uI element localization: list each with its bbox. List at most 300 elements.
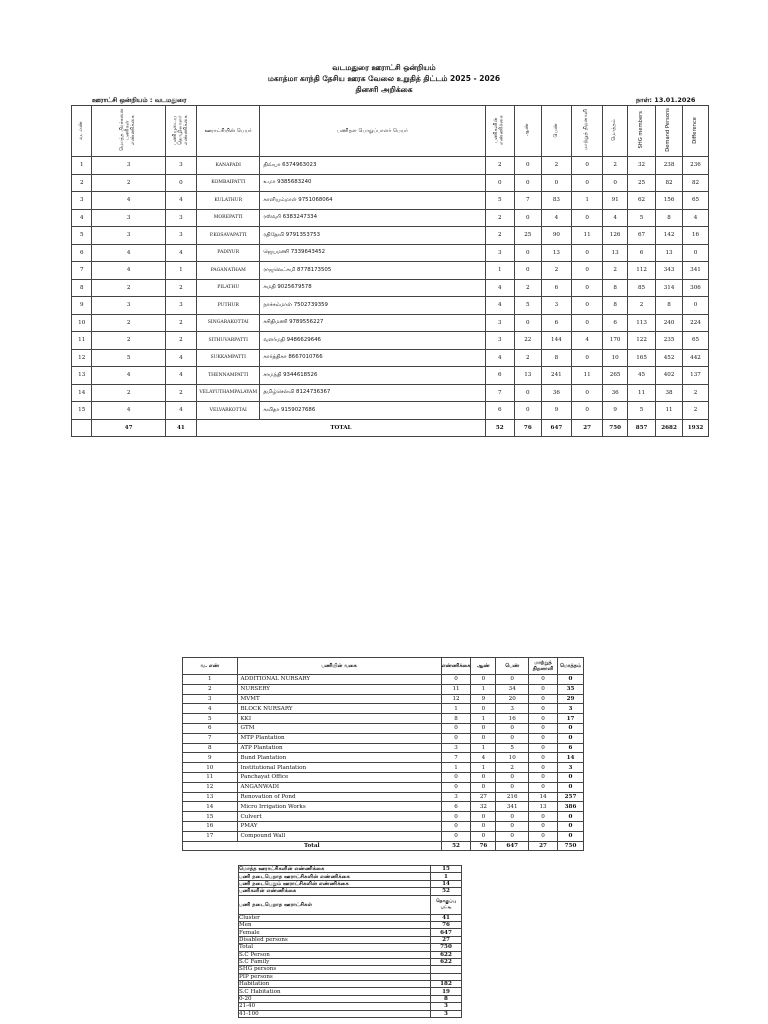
daily-cell-village: SUKKAMPATTI xyxy=(197,349,260,367)
daily-table-row xyxy=(72,279,709,297)
summary-row xyxy=(239,973,462,980)
category-cell-sno: 14 xyxy=(183,802,238,812)
daily-cell-works: 0 xyxy=(485,174,514,192)
daily-cell-difference: 0 xyxy=(683,244,709,262)
daily-cell-worker: ரஸ்வரி 6383247334 xyxy=(260,209,485,227)
category-cell-count: 6 xyxy=(441,802,471,812)
daily-cell-difference: 2 xyxy=(683,384,709,402)
category-cell-da: 0 xyxy=(529,733,558,743)
category-cell-count: 0 xyxy=(441,831,471,841)
category-cell-count: 0 xyxy=(441,723,471,733)
daily-cell-sno: 13 xyxy=(72,367,92,385)
daily-table-row xyxy=(72,262,709,280)
daily-total-label: TOTAL xyxy=(197,419,486,436)
daily-total-empty xyxy=(72,419,92,436)
daily-cell-worker: சாமந்தி 9344618526 xyxy=(260,367,485,385)
summary-header-row xyxy=(239,895,462,914)
daily-cell-diff_abled: 0 xyxy=(571,314,602,332)
daily-cell-shg: 62 xyxy=(628,192,656,210)
daily-col-header-label: மொத்த பிரச்சனை பணிகள் எண்ணிக்கை xyxy=(119,108,137,152)
category-cell-da: 0 xyxy=(529,812,558,822)
daily-cell-c1: 4 xyxy=(92,244,165,262)
daily-col-header-label: Difference xyxy=(691,116,698,144)
category-col-header: வ. எண் xyxy=(183,658,238,675)
category-cell-women: 216 xyxy=(496,792,529,802)
daily-cell-men: 2 xyxy=(514,279,541,297)
daily-cell-diff_abled: 4 xyxy=(571,332,602,350)
category-cell-men: 0 xyxy=(471,782,496,792)
report-office-title: வடமதுரை ஊராட்சி ஒன்றியம் xyxy=(332,63,436,72)
category-cell-da: 0 xyxy=(529,772,558,782)
category-col-header: பெண் xyxy=(496,658,529,675)
daily-cell-c2: 3 xyxy=(165,157,196,175)
category-cell-men: 0 xyxy=(471,831,496,841)
daily-cell-total: 0 xyxy=(603,174,628,192)
daily-cell-difference: 65 xyxy=(683,332,709,350)
daily-col-header-label: மொத்தம் xyxy=(611,119,618,141)
summary-label: 41-100 xyxy=(239,1010,431,1017)
summary-value: 3 xyxy=(431,1003,462,1010)
daily-cell-demand: 13 xyxy=(656,244,683,262)
summary-row xyxy=(239,914,462,921)
category-cell-count: 0 xyxy=(441,812,471,822)
daily-cell-women: 3 xyxy=(541,297,571,315)
daily-cell-men: 2 xyxy=(514,349,541,367)
work-category-table xyxy=(182,657,584,851)
category-cell-count: 0 xyxy=(441,772,471,782)
daily-cell-men: 7 xyxy=(514,192,541,210)
daily-cell-c2: 2 xyxy=(165,314,196,332)
category-total-total: 750 xyxy=(558,841,584,851)
daily-cell-men: 25 xyxy=(514,227,541,245)
daily-cell-total: 36 xyxy=(603,384,628,402)
daily-cell-total: 2 xyxy=(603,157,628,175)
daily-col-header xyxy=(165,106,196,157)
daily-col-header-label: பணிதள பொறுப்பாளர் பெயர் xyxy=(337,128,408,134)
category-table-row xyxy=(183,733,584,743)
category-cell-women: 0 xyxy=(496,782,529,792)
category-table-row xyxy=(183,802,584,812)
daily-total-works: 52 xyxy=(485,419,514,436)
category-cell-cat: BLOCK NURSARY xyxy=(237,704,441,714)
daily-cell-village: PADIYUR xyxy=(197,244,260,262)
daily-col-header-label: பணியுடைய தொழிலாளர் எண்ணிக்கை xyxy=(171,115,189,145)
category-cell-women: 10 xyxy=(496,753,529,763)
daily-cell-diff_abled: 0 xyxy=(571,244,602,262)
category-cell-total: 0 xyxy=(558,812,584,822)
category-cell-men: 1 xyxy=(471,743,496,753)
daily-cell-village: PUTHUR xyxy=(197,297,260,315)
category-table-row xyxy=(183,675,584,685)
daily-cell-difference: 137 xyxy=(683,367,709,385)
daily-col-header xyxy=(197,106,260,157)
category-cell-cat: ANGANWADI xyxy=(237,782,441,792)
daily-cell-women: 9 xyxy=(541,402,571,420)
daily-cell-women: 83 xyxy=(541,192,571,210)
daily-table-row xyxy=(72,349,709,367)
summary-label: SHG persons xyxy=(239,966,431,973)
category-col-header: எண்ணிக்கை xyxy=(441,658,471,675)
daily-cell-c1: 5 xyxy=(92,349,165,367)
category-cell-total: 6 xyxy=(558,743,584,753)
category-total-men: 76 xyxy=(471,841,496,851)
category-cell-sno: 4 xyxy=(183,704,238,714)
daily-cell-sno: 8 xyxy=(72,279,92,297)
summary-top-row xyxy=(239,866,462,873)
category-cell-cat: Panchayat Office xyxy=(237,772,441,782)
daily-total-demand: 2682 xyxy=(656,419,683,436)
daily-table-row xyxy=(72,227,709,245)
daily-cell-sno: 2 xyxy=(72,174,92,192)
category-cell-women: 0 xyxy=(496,772,529,782)
summary-header-value: தொகுப்பு பட்டி xyxy=(431,895,462,914)
daily-cell-diff_abled: 0 xyxy=(571,349,602,367)
daily-col-header-label: பணிகளின் எண்ணிக்கை xyxy=(493,115,505,145)
category-cell-women: 34 xyxy=(496,684,529,694)
daily-cell-c1: 4 xyxy=(92,192,165,210)
category-cell-total: 0 xyxy=(558,733,584,743)
category-cell-total: 17 xyxy=(558,714,584,724)
daily-cell-difference: 341 xyxy=(683,262,709,280)
category-cell-da: 0 xyxy=(529,704,558,714)
category-cell-cat: Micro Irrigation Works xyxy=(237,802,441,812)
daily-cell-c2: 4 xyxy=(165,402,196,420)
category-cell-total: 3 xyxy=(558,704,584,714)
daily-table-row xyxy=(72,367,709,385)
daily-cell-difference: 442 xyxy=(683,349,709,367)
category-cell-da: 0 xyxy=(529,753,558,763)
daily-cell-total: 13 xyxy=(603,244,628,262)
summary-value: 622 xyxy=(431,951,462,958)
category-cell-men: 0 xyxy=(471,723,496,733)
daily-cell-total: 10 xyxy=(603,349,628,367)
category-cell-total: 29 xyxy=(558,694,584,704)
daily-cell-village: SINGARAKOTTAI xyxy=(197,314,260,332)
category-cell-men: 1 xyxy=(471,714,496,724)
summary-value: 182 xyxy=(431,981,462,988)
daily-cell-shg: 6 xyxy=(628,244,656,262)
summary-value: 41 xyxy=(431,914,462,921)
daily-cell-worker: திவ்யா 6374963023 xyxy=(260,157,485,175)
daily-cell-diff_abled: 0 xyxy=(571,279,602,297)
category-cell-cat: NURSERY xyxy=(237,684,441,694)
daily-cell-shg: 5 xyxy=(628,402,656,420)
daily-total-row xyxy=(72,419,709,436)
daily-table-row xyxy=(72,314,709,332)
daily-col-header-label: Demand Persons xyxy=(665,108,672,152)
daily-cell-c2: 2 xyxy=(165,332,196,350)
category-cell-total: 0 xyxy=(558,782,584,792)
summary-value: 622 xyxy=(431,958,462,965)
daily-cell-village: P.KOSAVAPATTI xyxy=(197,227,260,245)
daily-cell-men: 0 xyxy=(514,314,541,332)
daily-cell-village: PILATHU xyxy=(197,279,260,297)
summary-top-row xyxy=(239,880,462,887)
daily-cell-works: 7 xyxy=(485,384,514,402)
category-cell-total: 0 xyxy=(558,821,584,831)
category-cell-women: 16 xyxy=(496,714,529,724)
category-col-header: பணியின் வகை xyxy=(237,658,441,675)
daily-table-row xyxy=(72,297,709,315)
daily-cell-demand: 343 xyxy=(656,262,683,280)
daily-cell-worker: ரதிதேவி 9791353753 xyxy=(260,227,485,245)
category-table-row xyxy=(183,831,584,841)
report-type-title: தினசரி அறிக்கை xyxy=(355,85,413,94)
category-cell-total: 386 xyxy=(558,802,584,812)
daily-cell-difference: 16 xyxy=(683,227,709,245)
daily-cell-demand: 142 xyxy=(656,227,683,245)
daily-total-difference: 1932 xyxy=(683,419,709,436)
daily-cell-sno: 5 xyxy=(72,227,92,245)
category-cell-sno: 11 xyxy=(183,772,238,782)
daily-table-row xyxy=(72,157,709,175)
daily-cell-diff_abled: 0 xyxy=(571,209,602,227)
category-cell-count: 0 xyxy=(441,675,471,685)
daily-cell-shg: 25 xyxy=(628,174,656,192)
summary-top-value: 52 xyxy=(431,888,462,895)
category-col-header: மாற்றுத் திறனாளி xyxy=(529,658,558,675)
summary-value: 750 xyxy=(431,944,462,951)
daily-cell-worker: தமிழ்செல்வி 8124736367 xyxy=(260,384,485,402)
daily-cell-sno: 9 xyxy=(72,297,92,315)
daily-cell-men: 0 xyxy=(514,384,541,402)
category-cell-cat: Renovation of Pond xyxy=(237,792,441,802)
summary-row xyxy=(239,929,462,936)
category-cell-sno: 7 xyxy=(183,733,238,743)
daily-cell-diff_abled: 0 xyxy=(571,262,602,280)
daily-cell-difference: 82 xyxy=(683,174,709,192)
daily-cell-women: 241 xyxy=(541,367,571,385)
daily-cell-women: 0 xyxy=(541,174,571,192)
summary-row xyxy=(239,944,462,951)
daily-cell-diff_abled: 0 xyxy=(571,402,602,420)
category-cell-count: 3 xyxy=(441,792,471,802)
daily-cell-women: 2 xyxy=(541,262,571,280)
category-cell-men: 0 xyxy=(471,812,496,822)
daily-cell-men: 0 xyxy=(514,244,541,262)
category-cell-men: 0 xyxy=(471,704,496,714)
summary-label: 0-20 xyxy=(239,995,431,1002)
daily-cell-c1: 2 xyxy=(92,174,165,192)
category-table-row xyxy=(183,792,584,802)
daily-col-header xyxy=(541,106,571,157)
block-label: ஊராட்சி ஒன்றியம் : வடமதுரை xyxy=(92,96,187,104)
daily-cell-c2: 1 xyxy=(165,262,196,280)
category-cell-sno: 15 xyxy=(183,812,238,822)
daily-cell-demand: 314 xyxy=(656,279,683,297)
summary-top-label: மொத்த ஊராட்சிகளின் எண்ணிக்கை xyxy=(239,866,431,873)
daily-cell-works: 3 xyxy=(485,314,514,332)
daily-cell-difference: 236 xyxy=(683,157,709,175)
daily-cell-sno: 10 xyxy=(72,314,92,332)
daily-cell-total: 2 xyxy=(603,262,628,280)
daily-cell-c1: 2 xyxy=(92,332,165,350)
daily-cell-village: KOMBAIPATTI xyxy=(197,174,260,192)
daily-col-header xyxy=(92,106,165,157)
daily-cell-worker: சசிதிமணி 9789556227 xyxy=(260,314,485,332)
daily-col-header xyxy=(628,106,656,157)
category-cell-sno: 17 xyxy=(183,831,238,841)
category-cell-count: 0 xyxy=(441,821,471,831)
category-cell-sno: 6 xyxy=(183,723,238,733)
category-cell-men: 32 xyxy=(471,802,496,812)
daily-cell-works: 4 xyxy=(485,349,514,367)
daily-cell-village: VELVARKOTTAI xyxy=(197,402,260,420)
daily-cell-demand: 402 xyxy=(656,367,683,385)
daily-cell-demand: 156 xyxy=(656,192,683,210)
daily-cell-men: 0 xyxy=(514,157,541,175)
category-total-da: 27 xyxy=(529,841,558,851)
daily-cell-works: 4 xyxy=(485,297,514,315)
summary-label: Disabled persons xyxy=(239,936,431,943)
category-cell-men: 0 xyxy=(471,733,496,743)
category-cell-count: 0 xyxy=(441,782,471,792)
daily-cell-women: 144 xyxy=(541,332,571,350)
category-cell-total: 257 xyxy=(558,792,584,802)
daily-cell-c2: 2 xyxy=(165,279,196,297)
daily-cell-c1: 2 xyxy=(92,314,165,332)
category-cell-sno: 9 xyxy=(183,753,238,763)
category-cell-count: 11 xyxy=(441,684,471,694)
daily-col-header-label: ஊராட்சியின் பெயர் xyxy=(204,128,252,134)
daily-cell-village: MOREPATTI xyxy=(197,209,260,227)
daily-cell-total: 6 xyxy=(603,314,628,332)
daily-cell-c2: 3 xyxy=(165,227,196,245)
category-cell-da: 0 xyxy=(529,714,558,724)
category-cell-women: 20 xyxy=(496,694,529,704)
daily-cell-diff_abled: 0 xyxy=(571,157,602,175)
category-total-count: 52 xyxy=(441,841,471,851)
daily-cell-village: KANAPADI xyxy=(197,157,260,175)
daily-cell-c1: 4 xyxy=(92,262,165,280)
category-total-label: Total xyxy=(183,841,442,851)
daily-cell-c1: 2 xyxy=(92,279,165,297)
daily-col-header xyxy=(656,106,683,157)
daily-cell-women: 13 xyxy=(541,244,571,262)
category-table-row xyxy=(183,821,584,831)
daily-cell-c1: 3 xyxy=(92,297,165,315)
category-cell-women: 0 xyxy=(496,812,529,822)
daily-cell-works: 3 xyxy=(485,244,514,262)
category-cell-da: 0 xyxy=(529,782,558,792)
daily-table-row xyxy=(72,192,709,210)
daily-cell-shg: 122 xyxy=(628,332,656,350)
daily-cell-diff_abled: 0 xyxy=(571,174,602,192)
summary-label: S.C Person xyxy=(239,951,431,958)
category-cell-total: 14 xyxy=(558,753,584,763)
report-scheme-title: மகாத்மா காந்தி தேசிய ஊரக வேலை உறுதித் திட்டம் 2025 - 2026 xyxy=(267,74,501,83)
daily-cell-shg: 165 xyxy=(628,349,656,367)
daily-cell-diff_abled: 0 xyxy=(571,297,602,315)
daily-total-c1: 47 xyxy=(92,419,165,436)
category-cell-women: 0 xyxy=(496,723,529,733)
summary-top-label: பணி நடைபெறும் ஊராட்சிகளின் எண்ணிக்கை xyxy=(239,880,431,887)
category-cell-count: 1 xyxy=(441,704,471,714)
summary-top-row xyxy=(239,888,462,895)
daily-cell-difference: 2 xyxy=(683,402,709,420)
daily-cell-difference: 65 xyxy=(683,192,709,210)
daily-cell-shg: 32 xyxy=(628,157,656,175)
daily-cell-difference: 306 xyxy=(683,279,709,297)
daily-table-row xyxy=(72,384,709,402)
daily-cell-village: THENNAMPATTI xyxy=(197,367,260,385)
daily-col-header-label: SHG members xyxy=(637,111,644,149)
daily-cell-worker: ஜெயமணி 7339643452 xyxy=(260,244,485,262)
daily-cell-works: 1 xyxy=(485,262,514,280)
summary-value: 76 xyxy=(431,921,462,928)
category-cell-cat: ADDITIONAL NURSARY xyxy=(237,675,441,685)
summary-value: 19 xyxy=(431,988,462,995)
daily-cell-demand: 11 xyxy=(656,402,683,420)
summary-value: 647 xyxy=(431,929,462,936)
daily-col-header-label: மாற்றுத் திறனாளி xyxy=(583,109,590,151)
summary-label: Total xyxy=(239,944,431,951)
category-cell-da: 0 xyxy=(529,763,558,773)
daily-col-header xyxy=(485,106,514,157)
summary-label: S.C Habitation xyxy=(239,988,431,995)
daily-total-c2: 41 xyxy=(165,419,196,436)
category-cell-total: 0 xyxy=(558,831,584,841)
category-cell-cat: MVMT xyxy=(237,694,441,704)
daily-cell-diff_abled: 1 xyxy=(571,192,602,210)
summary-row xyxy=(239,966,462,973)
daily-cell-sno: 12 xyxy=(72,349,92,367)
category-table-row xyxy=(183,753,584,763)
daily-cell-women: 6 xyxy=(541,314,571,332)
category-cell-women: 341 xyxy=(496,802,529,812)
summary-value xyxy=(431,966,462,973)
daily-cell-men: 0 xyxy=(514,262,541,280)
daily-cell-c2: 3 xyxy=(165,209,196,227)
summary-label: Men xyxy=(239,921,431,928)
daily-table-row xyxy=(72,174,709,192)
category-cell-da: 0 xyxy=(529,743,558,753)
category-cell-sno: 16 xyxy=(183,821,238,831)
daily-cell-shg: 85 xyxy=(628,279,656,297)
summary-top-label: பணிகளின் எண்ணிக்கை xyxy=(239,888,431,895)
category-cell-sno: 13 xyxy=(183,792,238,802)
daily-cell-village: VELAYUTHAMPALAYAM xyxy=(197,384,260,402)
daily-total-total: 750 xyxy=(603,419,628,436)
summary-top-value: 14 xyxy=(431,880,462,887)
summary-row xyxy=(239,936,462,943)
category-cell-men: 1 xyxy=(471,684,496,694)
daily-col-header xyxy=(72,106,92,157)
category-cell-count: 1 xyxy=(441,763,471,773)
daily-cell-c2: 4 xyxy=(165,367,196,385)
category-table-row xyxy=(183,694,584,704)
summary-row xyxy=(239,981,462,988)
daily-cell-total: 4 xyxy=(603,209,628,227)
daily-table-row xyxy=(72,332,709,350)
daily-cell-demand: 8 xyxy=(656,209,683,227)
summary-label: Cluster xyxy=(239,914,431,921)
category-cell-men: 1 xyxy=(471,763,496,773)
daily-cell-demand: 452 xyxy=(656,349,683,367)
daily-cell-women: 90 xyxy=(541,227,571,245)
summary-top-label: பணி நடைபெறாத ஊராட்சிகளின் எண்ணிக்கை xyxy=(239,873,431,880)
daily-cell-difference: 224 xyxy=(683,314,709,332)
category-cell-women: 3 xyxy=(496,704,529,714)
daily-cell-women: 4 xyxy=(541,209,571,227)
summary-label: Habitation xyxy=(239,981,431,988)
category-table-header xyxy=(183,658,584,675)
category-cell-women: 5 xyxy=(496,743,529,753)
category-cell-sno: 3 xyxy=(183,694,238,704)
daily-col-header xyxy=(571,106,602,157)
summary-value: 3 xyxy=(431,1010,462,1017)
category-cell-men: 4 xyxy=(471,753,496,763)
